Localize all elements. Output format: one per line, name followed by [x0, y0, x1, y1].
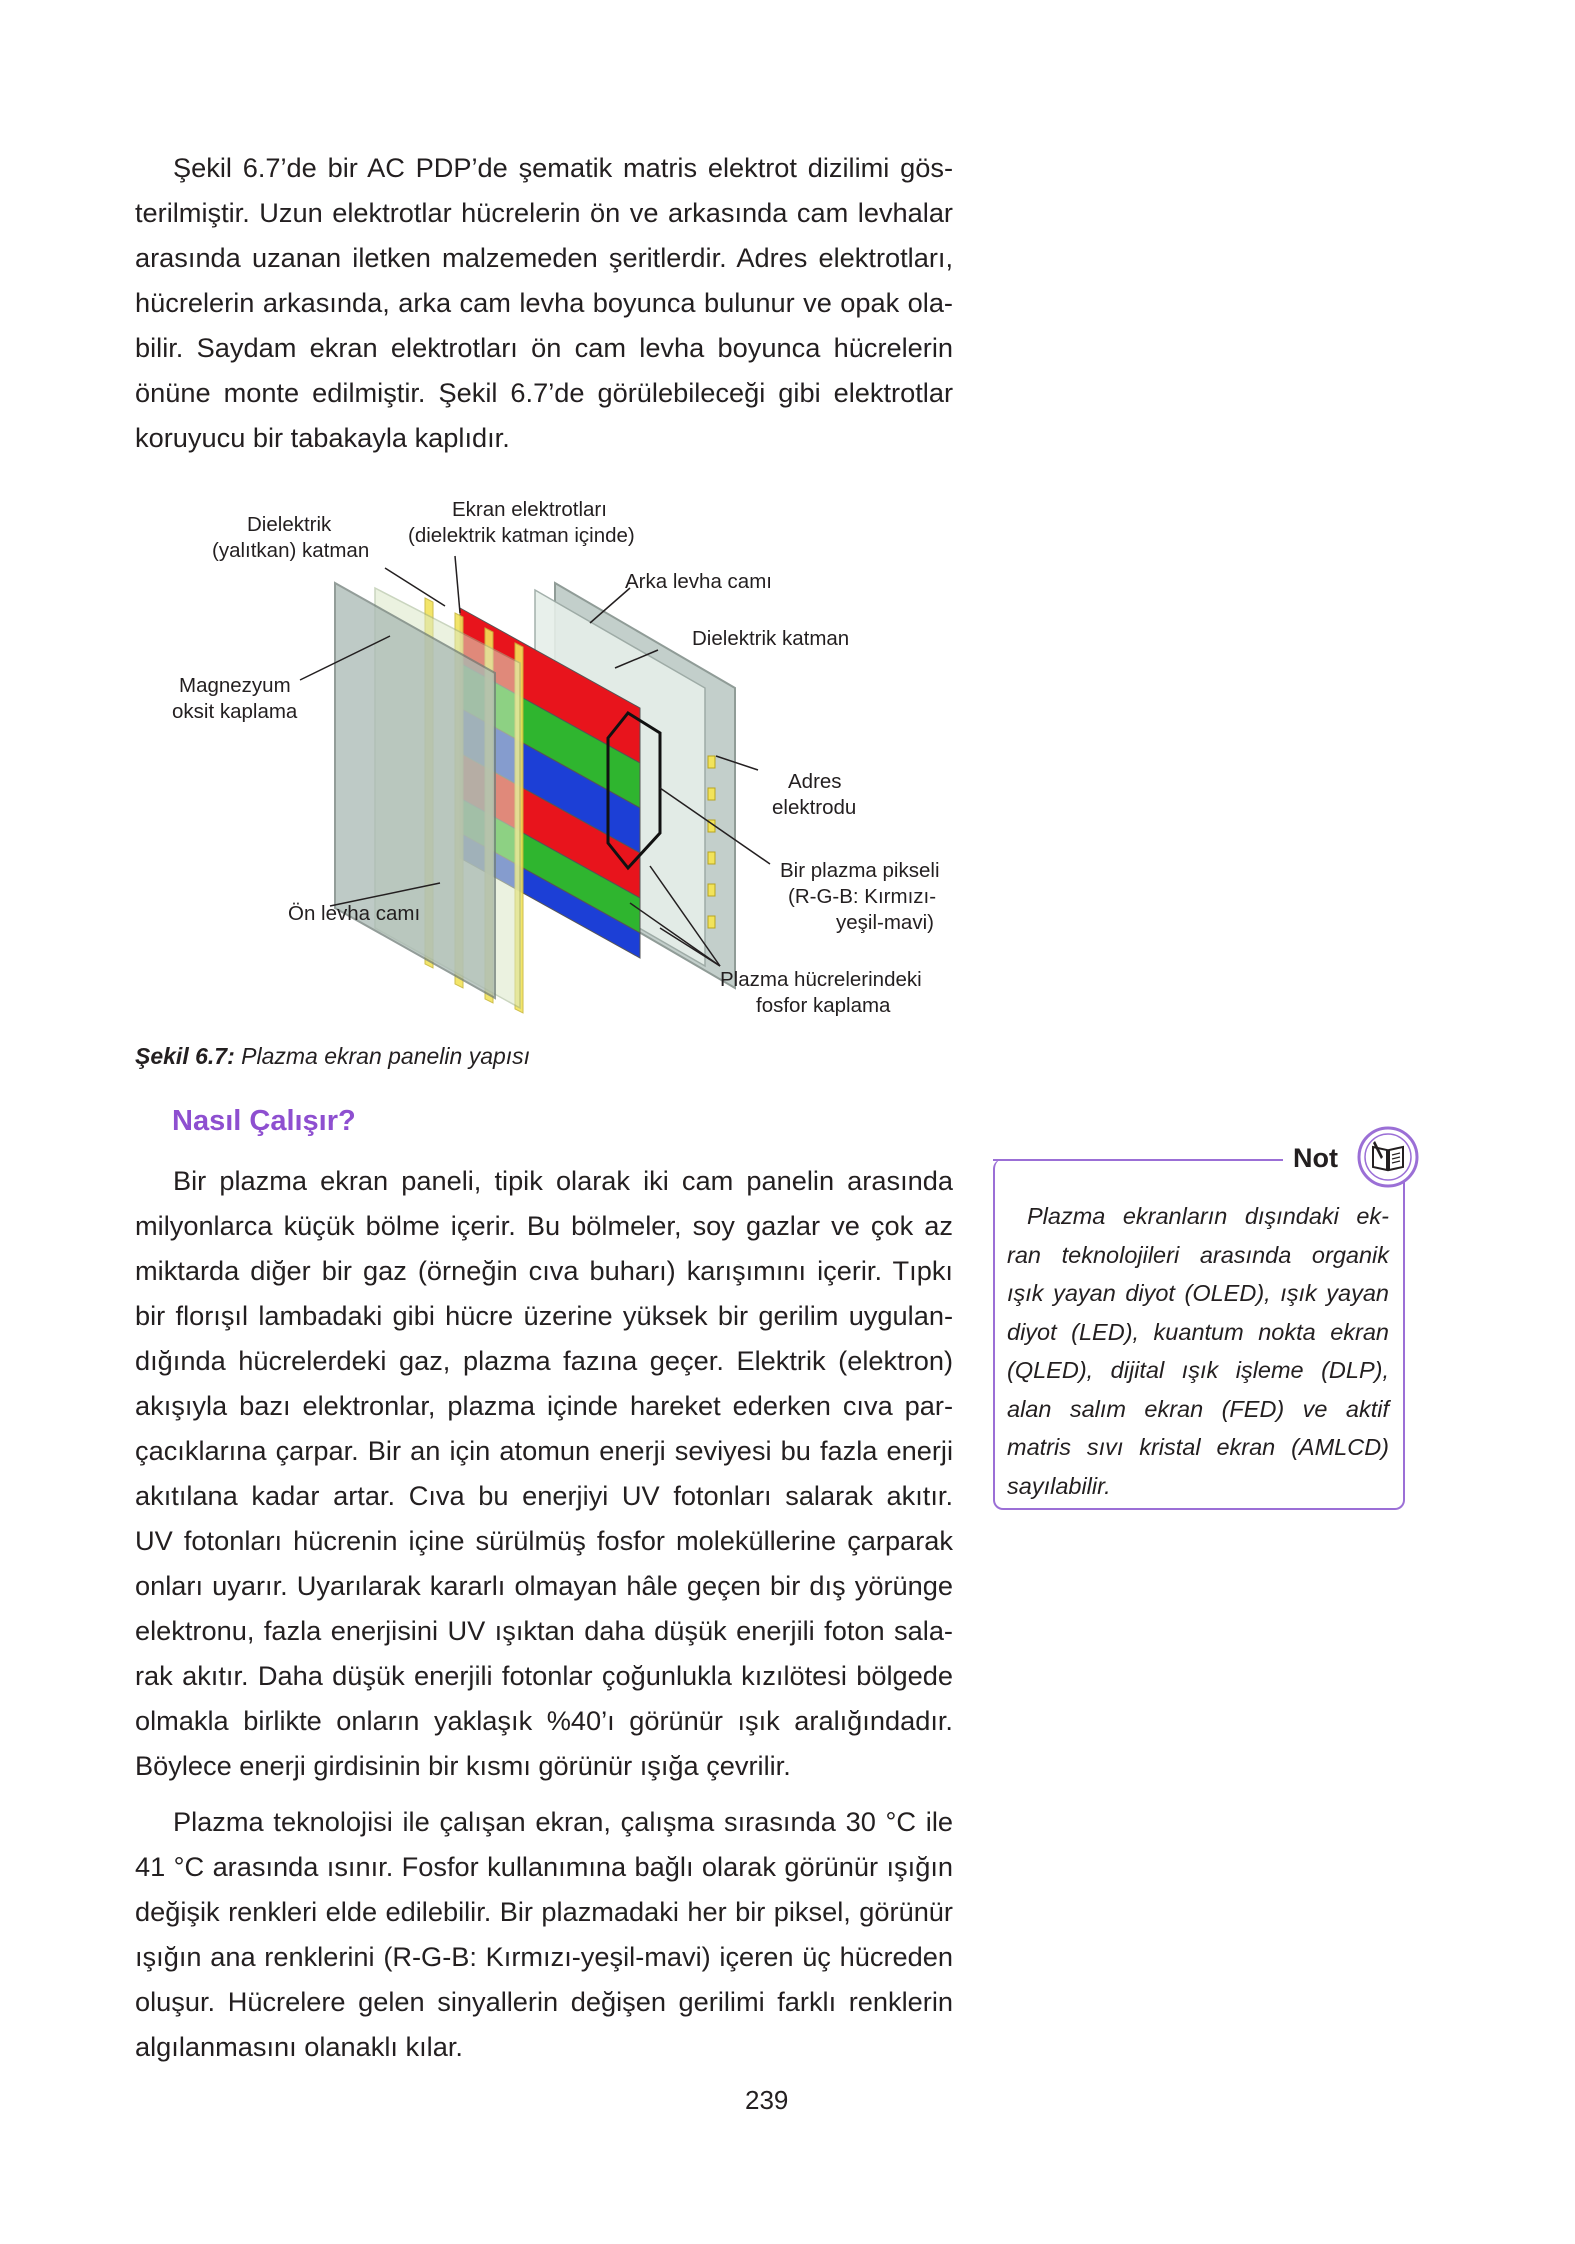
body-line: dığında hücrelerdeki gaz, plazma fazına geçer. Elektrik (elektron) [135, 1345, 953, 1376]
label-piksel: Bir plazma pikseli [780, 859, 940, 882]
label-fosfor-2: fosfor kaplama [756, 994, 891, 1017]
section-heading: Nasıl Çalışır? [172, 1105, 356, 1137]
body-line: akıtılana kadar artar. Cıva bu enerjiyi UV fotonları salarak akıtır. [135, 1480, 953, 1511]
intro-line: Şekil 6.7’de bir AC PDP’de şematik matris elektrot dizilimi gös- [173, 152, 953, 183]
label-dielektrik-katman: Dielektrik katman [692, 627, 850, 650]
label-adres-2: elektrodu [772, 796, 857, 819]
body-line: olmakla birlikte onların yaklaşık %40’ı görünür ışık aralığındadır. [135, 1705, 953, 1736]
label-arka-levha: Arka levha camı [625, 570, 772, 593]
intro-line: hücrelerin arkasında, arka cam levha boyunca bulunur ve opak ola- [135, 287, 953, 318]
caption-label: Şekil 6.7: [135, 1043, 235, 1069]
label-on-levha: Ön levha camı [288, 902, 421, 925]
body-line: Bir plazma ekran paneli, tipik olarak iki cam panelin arasında [173, 1165, 953, 1196]
body-line: rak akıtır. Daha düşük enerjili fotonlar çoğunlukla kızılötesi bölgede [135, 1660, 953, 1691]
body-line: elektronu, fazla enerjisini UV ışıktan daha düşük enerjili foton sala- [135, 1615, 953, 1646]
plasma-panel-figure [160, 488, 960, 1028]
body-line: oluşur. Hücrelere gelen sinyallerin değişen gerilimi farklı renklerin [135, 1986, 953, 2017]
note-title: Not [1293, 1143, 1338, 1173]
label-magnezyum-2: oksit kaplama [172, 700, 298, 723]
body-line: 41 °C arasında ısınır. Fosfor kullanımına bağlı olarak görünür ışığın [135, 1851, 953, 1882]
body-line: miktarda diğer bir gaz (örneğin cıva buharı) karışımını içerir. Tıpkı [135, 1255, 953, 1286]
caption-text: Plazma ekran panelin yapısı [234, 1043, 531, 1069]
body-line: algılanmasını olanaklı kılar. [135, 2031, 463, 2062]
figure-caption [135, 1043, 530, 1070]
body-line: bir florışıl lambadaki gibi hücre üzerine yüksek bir gerilim uygulan- [135, 1300, 953, 1331]
label-dielektrik-2: (yalıtkan) katman [212, 539, 370, 562]
intro-line: terilmiştir. Uzun elektrotlar hücrelerin ön ve arkasında cam levhalar [135, 197, 953, 228]
note-line: ışık yayan diyot (OLED), ışık yayan [1007, 1280, 1389, 1306]
body-paragraph-1 [135, 1158, 953, 1788]
body-line: Böylece enerji girdisinin bir kısmı görünür ışığa çevrilir. [135, 1750, 791, 1781]
note-line: ran teknolojileri arasında organik [1007, 1241, 1389, 1268]
label-adres: Adres [788, 770, 842, 793]
note-box [993, 1143, 1403, 1510]
body-line: Plazma teknolojisi ile çalışan ekran, çalışma sırasında 30 °C ile [173, 1806, 953, 1837]
note-line: sayılabilir. [1007, 1472, 1111, 1499]
intro-line: önüne monte edilmiştir. Şekil 6.7’de görülebileceği gibi elektrotlar [135, 377, 953, 408]
intro-line: koruyucu bir tabakayla kaplıdır. [135, 422, 510, 453]
label-ekran: Ekran elektrotları [452, 498, 607, 521]
note-line: alan salım ekran (FED) ve aktif [1007, 1395, 1389, 1422]
body-line: değişik renkleri elde edilebilir. Bir plazmadaki her bir piksel, görünür [135, 1896, 953, 1927]
note-line: diyot (LED), kuantum nokta ekran [1007, 1318, 1389, 1345]
note-text [1007, 1197, 1389, 1505]
label-piksel-2: (R-G-B: Kırmızı- [788, 885, 937, 908]
note-line: matris sıvı kristal ekran (AMLCD) [1007, 1434, 1389, 1460]
intro-paragraph [135, 145, 953, 460]
body-line: onları uyarır. Uyarılarak kararlı olmayan hâle geçen bir dış yörünge [135, 1570, 953, 1601]
body-line: ışığın ana renklerini (R-G-B: Kırmızı-yeşil-mavi) içeren üç hücreden [135, 1941, 953, 1972]
body-paragraph-2 [135, 1799, 953, 2069]
intro-line: bilir. Saydam ekran elektrotları ön cam levha boyunca hücrelerin [135, 332, 953, 363]
page-number: 239 [745, 2085, 789, 2115]
body-line: çacıklarına çarpar. Bir an için atomun enerji seviyesi bu fazla enerji [135, 1435, 953, 1466]
label-ekran-2: (dielektrik katman içinde) [408, 524, 635, 547]
body-line: UV fotonları hücrenin içine sürülmüş fosfor moleküllerine çarparak [135, 1525, 953, 1556]
book-pencil-icon [1356, 1125, 1420, 1189]
note-line: Plazma ekranların dışındaki ek- [1027, 1203, 1389, 1229]
intro-line: arasında uzanan iletken malzemeden şeritlerdir. Adres elektrotları, [135, 242, 953, 273]
note-line: (QLED), dijital ışık işleme (DLP), [1007, 1357, 1389, 1383]
label-dielektrik: Dielektrik [247, 513, 332, 536]
body-line: akışıyla bazı elektronlar, plazma içinde hareket ederken cıva par- [135, 1390, 953, 1421]
label-magnezyum: Magnezyum [179, 674, 291, 697]
body-line: milyonlarca küçük bölme içerir. Bu bölmeler, soy gazlar ve çok az [135, 1210, 953, 1241]
plasma-panel-diagram [160, 488, 960, 1028]
label-piksel-3: yeşil-mavi) [836, 911, 934, 934]
label-fosfor: Plazma hücrelerindeki [720, 968, 922, 991]
